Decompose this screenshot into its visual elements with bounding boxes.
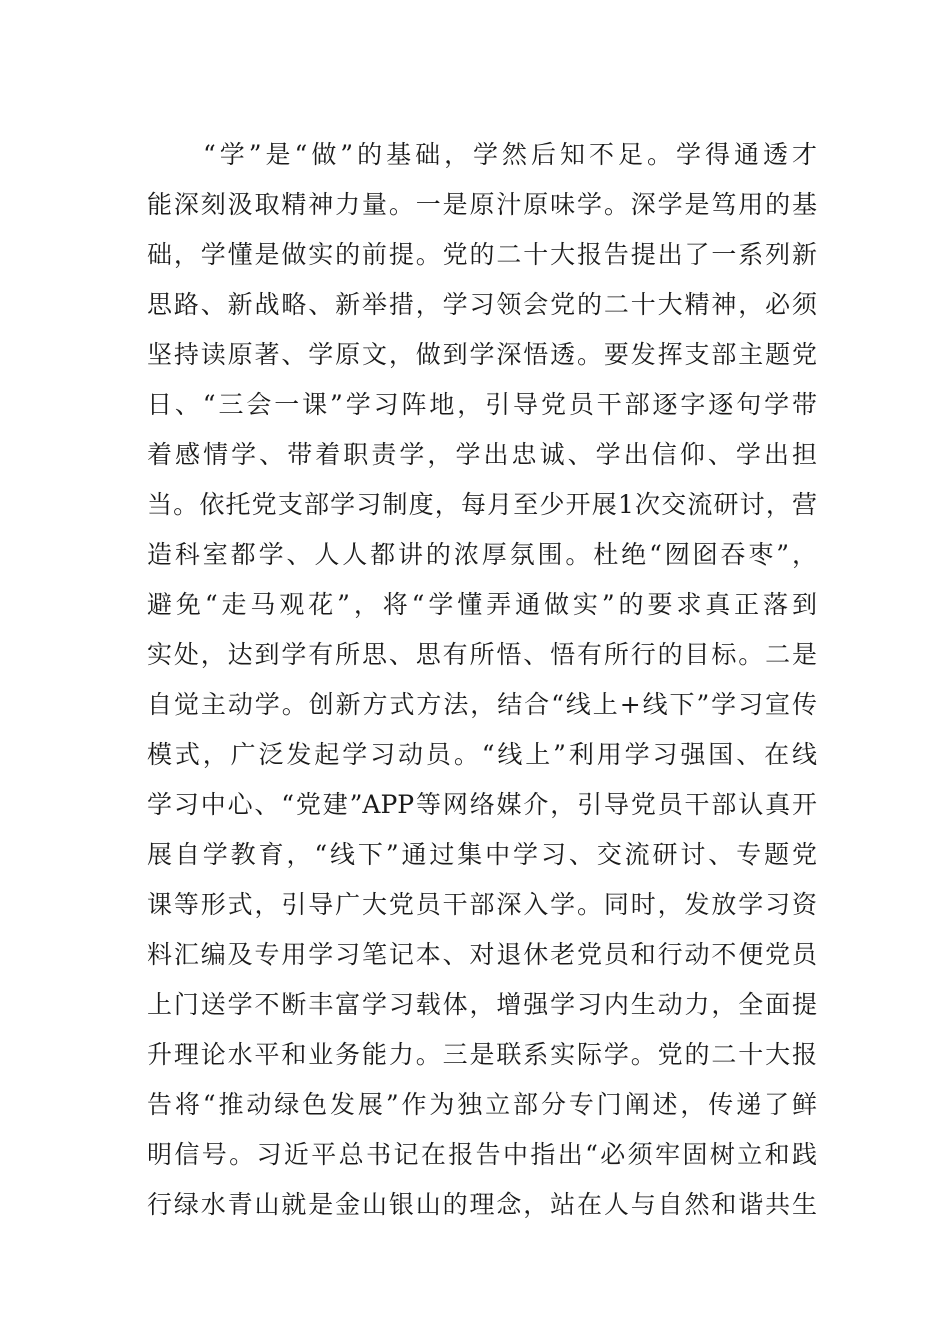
- paragraph-line: 础，学懂是做实的前提。党的二十大报告提出了一系列新: [147, 240, 817, 269]
- paragraph-line: 课等形式，引导广大党员干部深入学。同时，发放学习资: [147, 890, 817, 919]
- paragraph-line: “学”是“做”的基础，学然后知不足。学得通透才: [203, 140, 817, 169]
- paragraph-line: 上门送学不断丰富学习载体，增强学习内生动力，全面提: [147, 990, 817, 1019]
- paragraph-line: 告将“推动绿色发展”作为独立部分专门阐述，传递了鲜: [147, 1090, 817, 1119]
- paragraph-line: 行绿水青山就是金山银山的理念，站在人与自然和谐共生: [147, 1190, 817, 1219]
- paragraph-line: 实处，达到学有所思、思有所悟、悟有所行的目标。二是: [147, 640, 817, 669]
- paragraph-line: 展自学教育，“线下”通过集中学习、交流研讨、专题党: [147, 840, 817, 869]
- paragraph-line: 着感情学、带着职责学，学出忠诚、学出信仰、学出担: [147, 440, 817, 469]
- paragraph-line: 思路、新战略、新举措，学习领会党的二十大精神，必须: [147, 290, 817, 319]
- paragraph-line: 自觉主动学。创新方式方法，结合“线上+线下”学习宣传: [147, 690, 817, 719]
- paragraph-line: 坚持读原著、学原文，做到学深悟透。要发挥支部主题党: [147, 340, 817, 369]
- paragraph-line: 避免“走马观花”，将“学懂弄通做实”的要求真正落到: [147, 590, 817, 619]
- paragraph-line: 当。依托党支部学习制度，每月至少开展1次交流研讨，营: [147, 490, 817, 519]
- paragraph-line: 学习中心、“党建”APP等网络媒介，引导党员干部认真开: [147, 790, 817, 819]
- paragraph-line: 料汇编及专用学习笔记本、对退休老党员和行动不便党员: [147, 940, 817, 969]
- paragraph-line: 日、“三会一课”学习阵地，引导党员干部逐字逐句学带: [147, 390, 817, 419]
- paragraph-line: 能深刻汲取精神力量。一是原汁原味学。深学是笃用的基: [147, 190, 817, 219]
- paragraph-line: 升理论水平和业务能力。三是联系实际学。党的二十大报: [147, 1040, 817, 1069]
- paragraph-line: 模式，广泛发起学习动员。“线上”利用学习强国、在线: [147, 740, 817, 769]
- body-paragraph: [147, 130, 817, 1230]
- paragraph-line: 造科室都学、人人都讲的浓厚氛围。杜绝“囫囵吞枣”，: [147, 540, 817, 569]
- paragraph-line: 明信号。习近平总书记在报告中指出“必须牢固树立和践: [147, 1140, 817, 1169]
